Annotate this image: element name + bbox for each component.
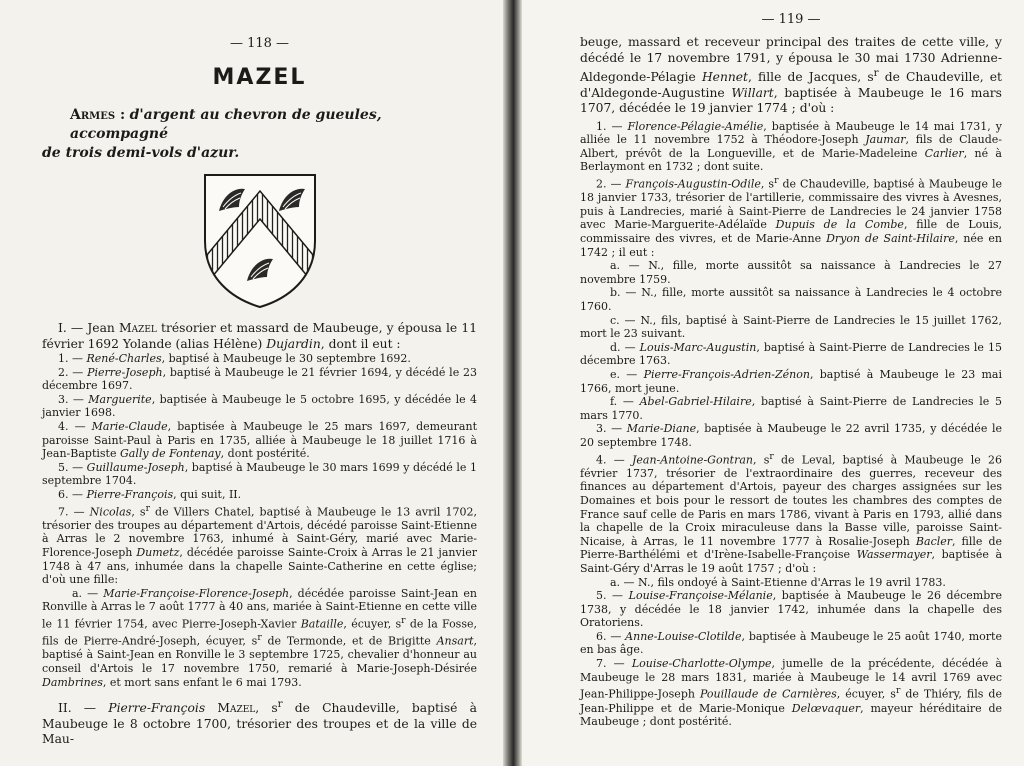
child-entry: 2. — François-Augustin-Odile, $s^r$ de Chaudeville, baptisé à Maubeuge le 18 janvier 1733, trésorier de l'artillerie, commissaire des vivres à Avesnes, puis à Landrecies, marié à Saint-Pierre de Landrecies le 24 janvier 1758 avec Marie-Marguerite-Adélaïde Dupuis de la Combe, fille de Louis, commissaire des vivres, et de Marie-Anne Dryon de Saint-Hilaire, née en 1742 ; il eut : — [580, 174, 1003, 259]
arms-description — [42, 106, 477, 163]
child-entry: 7. — Nicolas, $s^r$ de Villers Chatel, baptisé à Maubeuge le 13 avril 1702, trésorier des troupes au département d'Artois, décédé paroisse Saint-Etienne à Arras le 2 novembre 1763, inhumé à Saint-Géry, marié avec Marie-Florence-Joseph Dumetz, décédée paroisse Sainte-Croix à Arras le 21 janvier 1748 à 47 ans, inhumée dans la chapelle Sainte-Catherine en cette église; d'où une fille: — [42, 502, 478, 587]
page-number: — 118 — — [229, 36, 290, 51]
grandchild-entry: b. — N., fille, morte aussitôt sa naissance à Landrecies le 4 octobre 1760. — [580, 286, 1002, 313]
child-entry: 5. — Guillaume-Joseph, baptisé à Maubeuge le 30 mars 1699 y décédé le 1 septembre 1704. — [42, 460, 477, 488]
arms-text-1: d'argent au chevron de gueules, accompagné — [70, 107, 382, 142]
grandchild-entry: a. — N., fils ondoyé à Saint-Etienne d'Arras le 19 avril 1783. — [610, 575, 946, 589]
child-entry: 6. — Anne-Louise-Clotilde, baptisée à Maubeuge le 25 août 1740, morte en bas âge. — [580, 629, 1002, 657]
child-entry: 2. — Pierre-Joseph, baptisé à Maubeuge le 21 février 1694, y décédé le 23 décembre 1697. — [42, 365, 477, 393]
child-entry: 1. — Florence-Pélagie-Amélie, baptisée à Maubeuge le 14 mai 1731, y alliée le 11 novembre 1752 à Théodore-Joseph Jaumar, fils de Claude-Albert, prévôt de la Longueville, et de Marie-Madeleine Carlier, né à Berlaymont en 1732 ; dont suite. — [580, 119, 1002, 174]
grandchild-entry: a. — Marie-Françoise-Florence-Joseph, décédée paroisse Saint-Jean en Ronville à Arras le 7 août 1777 à 40 ans, mariée à Saint-Etienne en cette ville le 11 février 1754, avec Pierre-Joseph-Xavier Bataille, écuyer, $s^r$ de la Fosse, fils de Pierre-André-Joseph, écuyer, $s^r$ de Termonde, et de Brigitte Ansart, baptisé à Saint-Jean en Ronville le 3 septembre 1725, chevalier d'honneur au conseil d'Artois le 17 novembre 1750, remarié à Marie-Joseph-Désirée Dambrines, et mort sans enfant le 6 mai 1793. — [42, 586, 478, 689]
child-entry: 7. — Louise-Charlotte-Olympe, jumelle de la précédente, décédée à Maubeuge le 28 mars 1831, mariée à Maubeuge le 14 avril 1769 avec Jean-Philippe-Joseph Pouillaude de Carnières, écuyer, $s^r$ de Thiéry, fils de Jean-Philippe et de Marie-Monique Delœvaquer, mayeur héréditaire de Maubeuge ; dont postérité. — [580, 657, 1003, 729]
page-number: — 119 — — [761, 12, 821, 27]
grandchild-entry: e. — Pierre-François-Adrien-Zénon, baptisé à Maubeuge le 23 mai 1766, mort jeune. — [580, 367, 1002, 395]
right-page — [522, 0, 1024, 766]
left-page — [0, 0, 503, 766]
arms-text-2: de trois demi-vols d'azur. — [42, 145, 240, 161]
child-entry: 4. — Jean-Antoine-Gontran, $s^r$ de Leval, baptisé à Maubeuge le 26 février 1737, trésorier de l'extraordinaire des guerres, receveur des finances au département d'Artois, payeur des charges assignées sur les Domaines et bois pour le ressort de toutes les chambres des comptes de France sauf celle de Paris en mars 1786, vivant à Paris en 1793, allié dans la chapelle de la Croix miraculeuse dans la Basse ville, paroisse Saint-Nicaise, à Arras, le 11 novembre 1777 à Rosalie-Joseph Bacler, fille de Pierre-Barthélémi et d'Irène-Isabelle-Françoise Wassermayer, baptisée à Saint-Géry d'Arras le 19 août 1757 ; d'où : — [580, 450, 1002, 575]
grandchild-entry: a. — N., fille, morte aussitôt sa naissance à Landrecies le 27 novembre 1759. — [580, 259, 1002, 286]
generation-II: II. — Pierre-François Mazel, $s^r$ de Chaudeville, baptisé à Maubeuge le 8 octobre 1700, trésorier des troupes et de la ville de Mau- — [42, 698, 477, 747]
book-gutter — [503, 0, 522, 766]
child-entry: 5. — Louise-Françoise-Mélanie, baptisée à Maubeuge le 26 décembre 1738, y décédée le 18 janvier 1742, inhumée dans la chapelle des Oratoriens. — [580, 589, 1002, 630]
child-entry: 6. — Pierre-François, qui suit, II. — [58, 487, 242, 501]
family-title: MAZEL — [212, 65, 307, 90]
coat-of-arms-shield-icon — [201, 171, 319, 311]
generation-II-continued: beuge, massard et receveur principal des traites de cette ville, y décédé le 17 novembre 1791, y épousa le 30 mai 1730 Adrienne-Aldegonde-Pélagie Hennet, fille de Jacques, $s^r$ de Chaudeville, et d'Aldegonde-Augustine Willart, baptisée à Maubeuge le 16 mars 1707, décédée le 19 janvier 1774 ; d'où : — [580, 35, 1002, 116]
arms-label: Armes : — [70, 107, 126, 123]
child-entry: 3. — Marguerite, baptisée à Maubeuge le 5 octobre 1695, y décédée le 4 janvier 1698. — [42, 392, 477, 420]
child-entry: 1. — René-Charles, baptisé à Maubeuge le 30 septembre 1692. — [58, 352, 411, 365]
child-entry: 3. — Marie-Diane, baptisée à Maubeuge le 22 avril 1735, y décédée le 20 septembre 1748. — [580, 422, 1002, 449]
grandchild-entry: f. — Abel-Gabriel-Hilaire, baptisé à Saint-Pierre de Landrecies le 5 mars 1770. — [580, 395, 1002, 422]
grandchild-entry: d. — Louis-Marc-Augustin, baptisé à Saint-Pierre de Landrecies le 15 décembre 1763. — [580, 340, 1002, 368]
grandchild-entry: c. — N., fils, baptisé à Saint-Pierre de Landrecies le 15 juillet 1762, mort le 23 suivant. — [580, 313, 1002, 341]
child-entry: 4. — Marie-Claude, baptisée à Maubeuge le 25 mars 1697, demeurant paroisse Saint-Paul à Paris en 1735, alliée à Maubeuge le 18 juillet 1716 à Jean-Baptiste Gally de Fontenay, dont postérité. — [42, 419, 477, 461]
generation-I: I. — Jean Mazel trésorier et massard de Maubeuge, y épousa le 11 février 1692 Yolande (alias Hélène) Dujardin, dont il eut : — [42, 321, 478, 351]
